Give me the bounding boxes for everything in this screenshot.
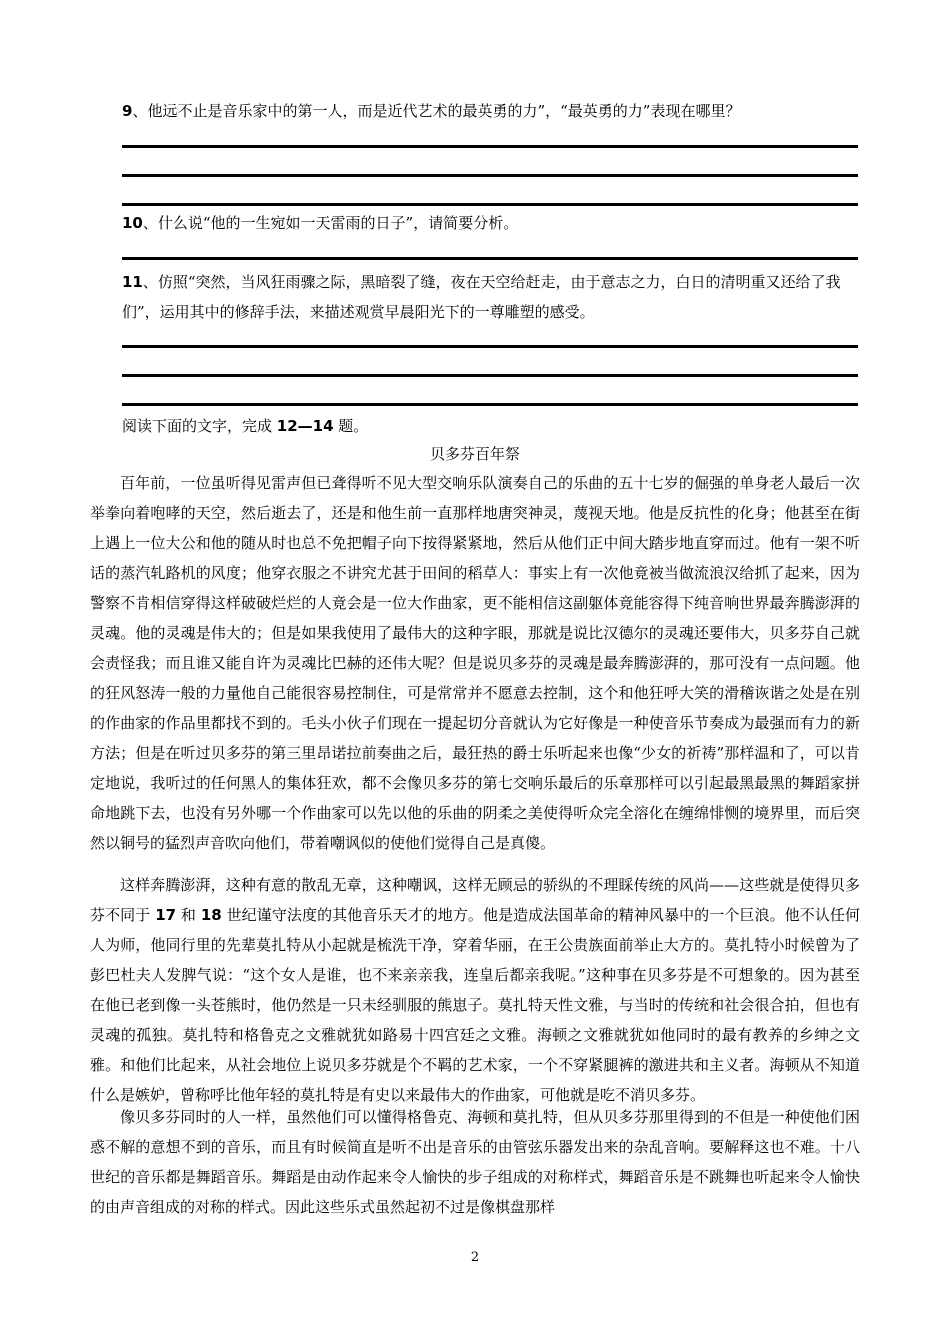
question-number: 11 xyxy=(122,273,143,291)
question-number: 9 xyxy=(122,102,133,120)
paragraph-text: 和 xyxy=(176,906,201,924)
article-paragraph: 像贝多芬同时的人一样，虽然他们可以懂得格鲁克、海顿和莫扎特，但从贝多芬那里得到的不但是一种使他们困惑不解的意想不到的音乐，而且有时候简直是听不出是音乐的由管弦乐器发出来的杂乱音响。要解释这也不难。十八世纪的音乐都是舞蹈音乐。舞蹈是由动作起来令人愉快的步子组成的对称样式，舞蹈音乐是不跳舞也听起来令人愉快的由声音组成的对称的样式。因此这些乐式虽然起初不过是像棋盘那样 xyxy=(90,1108,860,1216)
century-number: 18 xyxy=(200,906,222,924)
answer-line[interactable] xyxy=(122,403,858,406)
question-text: 、他远不止是音乐家中的第一人，而是近代艺术的最英勇的力”，“最英勇的力”表现在哪里？ xyxy=(132,102,741,120)
century-number: 17 xyxy=(155,906,177,924)
question-11 xyxy=(122,267,862,327)
question-text: 、仿照“突然，当风狂雨骤之际，黑暗裂了缝，夜在天空给赶走，由于意志之力，白日的清明重又还给了我们”，运用其中的修辞手法，来描述观赏早晨阳光下的一尊雕塑的感受。 xyxy=(122,273,841,321)
question-text: 、什么说“他的一生宛如一天雷雨的日子”，请简要分析。 xyxy=(142,214,519,232)
answer-line[interactable] xyxy=(122,374,858,377)
article-paragraph xyxy=(90,870,860,1110)
question-10 xyxy=(122,209,862,237)
paragraph-text: 这样奔腾澎湃，这种有意的散乱无章，这种嘲讽，这样无顾忌的骄纵的不理睬传统的风尚——这些就是使得贝多芬不同于 xyxy=(90,876,860,924)
answer-line[interactable] xyxy=(122,174,858,177)
question-9 xyxy=(122,97,862,125)
instruction-text: 题。 xyxy=(333,417,369,435)
article-paragraph: 百年前，一位虽听得见雷声但已聋得听不见大型交响乐队演奏自己的乐曲的五十七岁的倔强的单身老人最后一次举拳向着咆哮的天空，然后逝去了，还是和他生前一直那样地唐突神灵，蔑视天地。他是反抗性的化身；他甚至在街上遇上一位大公和他的随从时也总不免把帽子向下按得紧紧地，然后从他们正中间大踏步地直穿而过。他有一架不听话的蒸汽轧路机的风度；他穿衣服之不讲究尤甚于田间的稻草人：事实上有一次他竟被当做流浪汉给抓了起来，因为警察不肯相信穿得这样破破烂烂的人竟会是一位大作曲家，更不能相信这副躯体竟能容得下纯音响世界最奔腾澎湃的灵魂。他的灵魂是伟大的；但是如果我使用了最伟大的这种字眼，那就是说比汉德尔的灵魂还要伟大，贝多芬自己就会责怪我；而且谁又能自许为灵魂比巴赫的还伟大呢？但是说贝多芬的灵魂是最奔腾澎湃的，那可没有一点问题。他的狂风怒涛一般的力量他自己能很容易控制住，可是常常并不愿意去控制，这个和他狂呼大笑的滑稽诙谐之处是在别的作曲家的作品里都找不到的。毛头小伙子们现在一提起切分音就认为它好像是一种使音乐节奏成为最强而有力的新方法；但是在听过贝多芬的第三里昂诺拉前奏曲之后，最狂热的爵士乐听起来也像“少女的祈祷”那样温和了，可以肯定地说，我听过的任何黑人的集体狂欢，都不会像贝多芬的第七交响乐最后的乐章那样可以引起最黑最黑的舞蹈家拼命地跳下去，也没有另外哪一个作曲家可以先以他的乐曲的阴柔之美使得听众完全溶化在缠绵悱恻的境界里，而后突然以铜号的猛烈声音吹向他们，带着嘲讽似的使他们觉得自己是真傻。 xyxy=(90,474,860,852)
question-range: 12—14 xyxy=(276,417,334,435)
page-number: 2 xyxy=(470,1250,480,1265)
answer-line[interactable] xyxy=(122,257,858,260)
answer-line[interactable] xyxy=(122,145,858,148)
reading-instruction xyxy=(122,412,368,440)
answer-line[interactable] xyxy=(122,345,858,348)
answer-line[interactable] xyxy=(122,203,858,206)
article-title: 贝多芬百年祭 xyxy=(429,445,520,463)
paragraph-text: 世纪谨守法度的其他音乐天才的地方。他是造成法国革命的精神风暴中的一个巨浪。他不认任何人为师，他同行里的先辈莫扎特从小起就是梳洗干净，穿着华丽，在王公贵族面前举止大方的。莫扎特小时候曾为了彭巴杜夫人发脾气说：“这个女人是谁，也不来亲亲我，连皇后都亲我呢。”这种事在贝多芬是不可想象的。因为甚至在他已老到像一头苍熊时，他仍然是一只未经驯服的熊崽子。莫扎特天性文雅，与当时的传统和社会很合拍，但也有灵魂的孤独。莫扎特和格鲁克之文雅就犹如路易十四宫廷之文雅。海顿之文雅就犹如他同时的最有教养的乡绅之文雅。和他们比起来，从社会地位上说贝多芬就是个不羁的艺术家，一个不穿紧腿裤的激进共和主义者。海顿从不知道什么是嫉妒，曾称呼比他年轻的莫扎特是有史以来最伟大的作曲家，可他就是吃不消贝多芬。 xyxy=(90,906,860,1104)
question-number: 10 xyxy=(122,214,143,232)
instruction-text: 阅读下面的文字，完成 xyxy=(122,417,277,435)
